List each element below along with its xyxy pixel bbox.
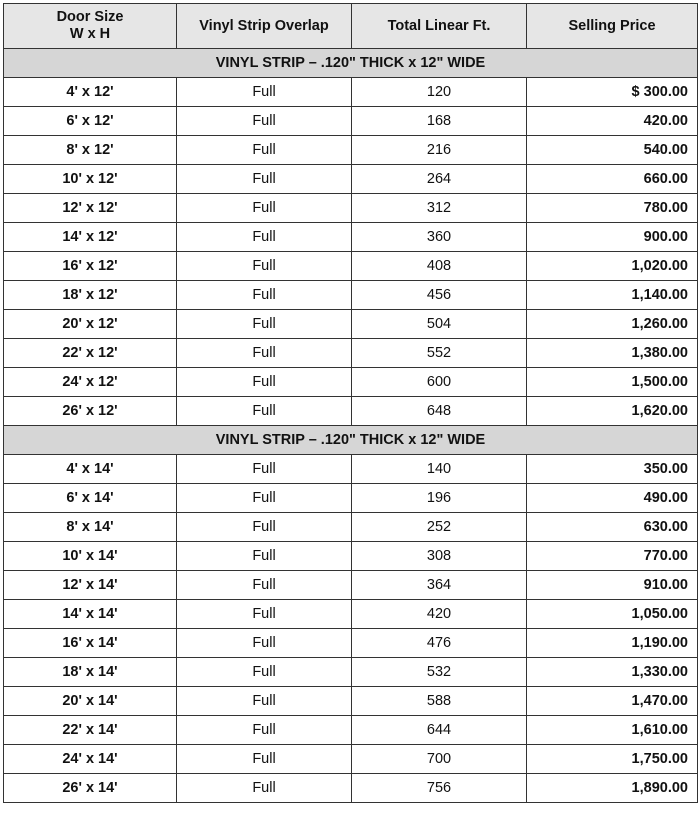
table-row [4,745,698,774]
linear-ft-cell: 360 [352,223,527,252]
overlap-cell: Full [177,194,352,223]
overlap-cell: Full [177,658,352,687]
door-size-cell: 14' x 14' [4,600,177,629]
overlap-cell: Full [177,687,352,716]
linear-ft-cell: 532 [352,658,527,687]
header-row [4,4,698,49]
door-size-cell: 16' x 12' [4,252,177,281]
table-row [4,310,698,339]
table-row [4,455,698,484]
door-size-cell: 18' x 14' [4,658,177,687]
table-row [4,600,698,629]
linear-ft-cell: 648 [352,397,527,426]
table-row [4,223,698,252]
table-row [4,716,698,745]
door-size-cell: 4' x 14' [4,455,177,484]
overlap-cell: Full [177,78,352,107]
selling-price-cell: 1,260.00 [527,310,698,339]
table-row [4,571,698,600]
header-door-size [4,4,177,49]
overlap-cell: Full [177,339,352,368]
door-size-cell: 10' x 12' [4,165,177,194]
overlap-cell: Full [177,165,352,194]
section-header-row [4,426,698,455]
linear-ft-cell: 504 [352,310,527,339]
selling-price-cell: 1,470.00 [527,687,698,716]
section-title: VINYL STRIP – .120" THICK x 12" WIDE [4,49,698,78]
header-linear-ft: Total Linear Ft. [352,4,527,49]
linear-ft-cell: 600 [352,368,527,397]
selling-price-cell: 490.00 [527,484,698,513]
linear-ft-cell: 312 [352,194,527,223]
table-row [4,484,698,513]
table-row [4,252,698,281]
linear-ft-cell: 756 [352,774,527,803]
table-row [4,687,698,716]
overlap-cell: Full [177,774,352,803]
header-door-size-line2: W x H [69,26,111,42]
overlap-cell: Full [177,136,352,165]
overlap-cell: Full [177,281,352,310]
selling-price-cell: 770.00 [527,542,698,571]
table-row [4,774,698,803]
table-row [4,658,698,687]
overlap-cell: Full [177,252,352,281]
table-row [4,281,698,310]
table-row [4,542,698,571]
overlap-cell: Full [177,513,352,542]
selling-price-cell: 1,620.00 [527,397,698,426]
table-row [4,629,698,658]
door-size-cell: 20' x 12' [4,310,177,339]
selling-price-cell: $ 300.00 [527,78,698,107]
linear-ft-cell: 588 [352,687,527,716]
door-size-cell: 22' x 12' [4,339,177,368]
section-title: VINYL STRIP – .120" THICK x 12" WIDE [4,426,698,455]
selling-price-cell: 1,890.00 [527,774,698,803]
linear-ft-cell: 196 [352,484,527,513]
header-door-size-line1: Door Size [56,9,124,25]
overlap-cell: Full [177,542,352,571]
table-row [4,194,698,223]
selling-price-cell: 1,500.00 [527,368,698,397]
linear-ft-cell: 644 [352,716,527,745]
selling-price-cell: 900.00 [527,223,698,252]
overlap-cell: Full [177,310,352,339]
selling-price-cell: 1,050.00 [527,600,698,629]
selling-price-cell: 1,610.00 [527,716,698,745]
selling-price-cell: 1,750.00 [527,745,698,774]
linear-ft-cell: 408 [352,252,527,281]
selling-price-cell: 660.00 [527,165,698,194]
table-row [4,165,698,194]
overlap-cell: Full [177,745,352,774]
door-size-cell: 12' x 14' [4,571,177,600]
linear-ft-cell: 456 [352,281,527,310]
door-size-cell: 24' x 12' [4,368,177,397]
linear-ft-cell: 476 [352,629,527,658]
door-size-cell: 22' x 14' [4,716,177,745]
linear-ft-cell: 552 [352,339,527,368]
door-size-cell: 16' x 14' [4,629,177,658]
linear-ft-cell: 168 [352,107,527,136]
overlap-cell: Full [177,397,352,426]
section-header-row [4,49,698,78]
table-row [4,339,698,368]
selling-price-cell: 1,020.00 [527,252,698,281]
linear-ft-cell: 120 [352,78,527,107]
door-size-cell: 20' x 14' [4,687,177,716]
linear-ft-cell: 264 [352,165,527,194]
linear-ft-cell: 420 [352,600,527,629]
overlap-cell: Full [177,368,352,397]
selling-price-cell: 910.00 [527,571,698,600]
selling-price-cell: 540.00 [527,136,698,165]
table-row [4,78,698,107]
overlap-cell: Full [177,455,352,484]
table-row [4,397,698,426]
door-size-cell: 10' x 14' [4,542,177,571]
linear-ft-cell: 308 [352,542,527,571]
table-body [4,49,698,803]
price-table [3,3,698,803]
overlap-cell: Full [177,629,352,658]
overlap-cell: Full [177,571,352,600]
door-size-cell: 6' x 14' [4,484,177,513]
overlap-cell: Full [177,484,352,513]
door-size-cell: 14' x 12' [4,223,177,252]
linear-ft-cell: 364 [352,571,527,600]
door-size-cell: 26' x 12' [4,397,177,426]
overlap-cell: Full [177,107,352,136]
door-size-cell: 26' x 14' [4,774,177,803]
selling-price-cell: 420.00 [527,107,698,136]
selling-price-cell: 630.00 [527,513,698,542]
door-size-cell: 18' x 12' [4,281,177,310]
selling-price-cell: 1,190.00 [527,629,698,658]
selling-price-cell: 780.00 [527,194,698,223]
selling-price-cell: 350.00 [527,455,698,484]
selling-price-cell: 1,140.00 [527,281,698,310]
overlap-cell: Full [177,600,352,629]
linear-ft-cell: 252 [352,513,527,542]
linear-ft-cell: 700 [352,745,527,774]
selling-price-cell: 1,330.00 [527,658,698,687]
door-size-cell: 4' x 12' [4,78,177,107]
door-size-cell: 12' x 12' [4,194,177,223]
table-row [4,107,698,136]
header-overlap: Vinyl Strip Overlap [177,4,352,49]
door-size-cell: 8' x 14' [4,513,177,542]
linear-ft-cell: 216 [352,136,527,165]
table-row [4,513,698,542]
door-size-cell: 6' x 12' [4,107,177,136]
header-selling-price: Selling Price [527,4,698,49]
linear-ft-cell: 140 [352,455,527,484]
table-header [4,4,698,49]
overlap-cell: Full [177,223,352,252]
door-size-cell: 24' x 14' [4,745,177,774]
selling-price-cell: 1,380.00 [527,339,698,368]
table-row [4,136,698,165]
door-size-cell: 8' x 12' [4,136,177,165]
table-row [4,368,698,397]
overlap-cell: Full [177,716,352,745]
